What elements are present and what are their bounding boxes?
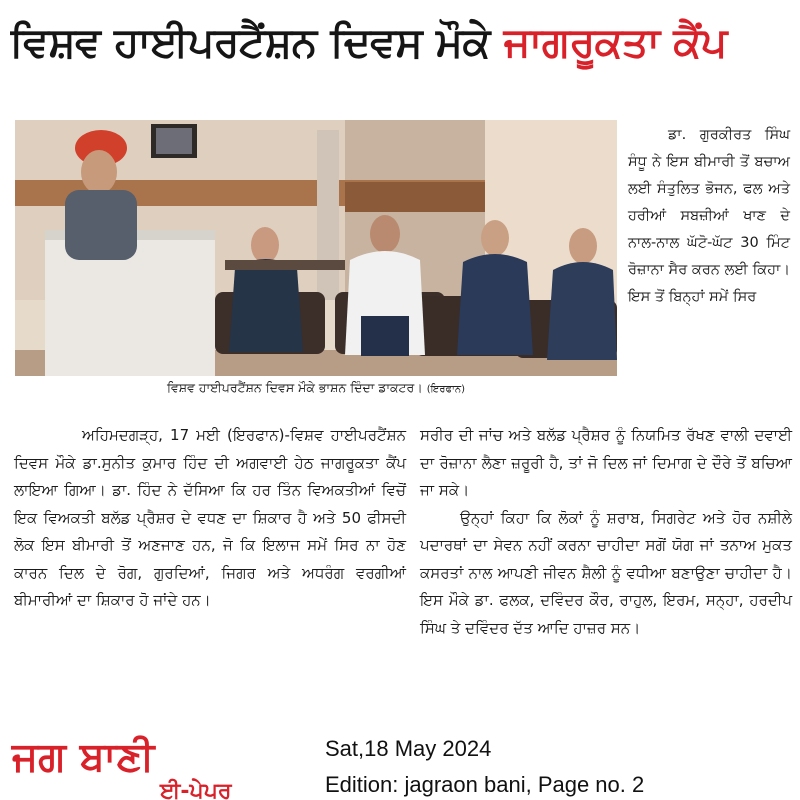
jagbani-logo: [10, 728, 300, 800]
logo-title: ਜਗ ਬਾਣੀ: [12, 734, 155, 780]
photo-caption: [15, 380, 617, 402]
photo-illustration: [15, 120, 617, 376]
article-right-column: ਡਾ. ਗੁਰਕੀਰਤ ਸਿੰਘ ਸੰਧੂ ਨੇ ਇਸ ਬੀਮਾਰੀ ਤੋਂ ਬਚਾਅ ਲਈ ਸੰਤੁਲਿਤ ਭੋਜਨ, ਫਲ ਅਤੇ ਹਰੀਆਂ ਸਬਜ਼ੀਆਂ ਖਾਣ ਦੇ ਨਾਲ-ਨਾਲ ਘੱਟੋ-ਘੱਟ 30 ਮਿੰਟ ਰੋਜ਼ਾਨਾ ਸੈਰ ਕਰਨ ਲਈ ਕਿਹਾ। ਇਸ ਤੋਂ ਬਿਨ੍ਹਾਂ ਸਮੇਂ ਸਿਰ: [628, 127, 790, 305]
news-photo: [15, 120, 617, 376]
article-left-column: ਅਹਿਮਦਗੜ੍ਹ, 17 ਮਈ (ਇਰਫਾਨ)-ਵਿਸ਼ਵ ਹਾਈਪਰਟੈਂਸ਼ਨ ਦਿਵਸ ਮੌਕੇ ਡਾ.ਸੁਨੀਤ ਕੁਮਾਰ ਹਿੰਦ ਦੀ ਅਗਵਾਈ ਹੇਠ ਜਾਗਰੂਕਤਾ ਕੈਂਪ ਲਾਇਆ ਗਿਆ। ਡਾ. ਹਿੰਦ ਨੇ ਦੱਸਿਆ ਕਿ ਹਰ ਤਿੰਨ ਵਿਅਕਤੀਆਂ ਵਿਚੋਂ ਇਕ ਵਿਅਕਤੀ ਬਲੱਡ ਪ੍ਰੈਸ਼ਰ ਦੇ ਵਧਣ ਦਾ ਸ਼ਿਕਾਰ ਹੈ ਅਤੇ 50 ਫੀਸਦੀ ਲੋਕ ਇਸ ਬੀਮਾਰੀ ਤੋਂ ਅਣਜਾਣ ਹਨ, ਜੋ ਕਿ ਇਲਾਜ ਸਮੇਂ ਸਿਰ ਨਾ ਹੋਣ ਕਾਰਨ ਦਿਲ ਦੇ ਰੋਗ, ਗੁਰਦਿਆਂ, ਜਿਗਰ ਅਤੇ ਅਧਰੰਗ ਵਰਗੀਆਂ ਬੀਮਾਰੀਆਂ ਦਾ ਸ਼ਿਕਾਰ ਹੋ ਜਾਂਦੇ ਹਨ।: [14, 426, 406, 609]
footer: [0, 722, 800, 800]
headline-accent: ਜਾਗਰੂਕਤਾ ਕੈਂਪ: [503, 18, 727, 66]
caption-credit: (ਇਰਫਾਨ): [426, 384, 466, 395]
headline-main: ਵਿਸ਼ਵ ਹਾਈਪਰਟੈਂਸ਼ਨ ਦਿਵਸ ਮੌਕੇ: [10, 18, 504, 66]
article-right-continuation: [420, 422, 792, 642]
edition-info: Edition: jagraon bani, Page no. 2: [325, 772, 645, 797]
caption-text: ਵਿਸ਼ਵ ਹਾਈਪਰਟੈਂਸ਼ਨ ਦਿਵਸ ਮੌਕੇ ਭਾਸ਼ਨ ਦਿੰਦਾ ਡਾਕਟਰ।: [166, 380, 423, 395]
headline: [10, 18, 795, 88]
publication-date: Sat,18 May 2024: [325, 736, 492, 761]
article-paragraph-2: ਉਨ੍ਹਾਂ ਕਿਹਾ ਕਿ ਲੋਕਾਂ ਨੂੰ ਸ਼ਰਾਬ, ਸਿਗਰੇਟ ਅਤੇ ਹੋਰ ਨਸ਼ੀਲੇ ਪਦਾਰਥਾਂ ਦਾ ਸੇਵਨ ਨਹੀਂ ਕਰਨਾ ਚਾਹੀਦਾ ਸਗੋਂ ਯੋਗ ਜਾਂ ਤਨਾਅ ਮੁਕਤ ਕਸਰਤਾਂ ਨਾਲ ਆਪਣੀ ਜੀਵਨ ਸ਼ੈਲੀ ਨੂੰ ਵਧੀਆ ਬਣਾਉਣਾ ਚਾਹੀਦਾ ਹੈ। ਇਸ ਮੌਕੇ ਡਾ. ਫਲਕ, ਦਵਿੰਦਰ ਕੌਰ, ਰਾਹੁਲ, ਇਰਮ, ਸਨ੍ਹਾ, ਹਰਦੀਪ ਸਿੰਘ ਤੇ ਦਵਿੰਦਰ ਦੱਤ ਆਦਿ ਹਾਜ਼ਰ ਸਨ।: [420, 508, 792, 637]
article-paragraph-1: ਸਰੀਰ ਦੀ ਜਾਂਚ ਅਤੇ ਬਲੱਡ ਪ੍ਰੈਸ਼ਰ ਨੂੰ ਨਿਯਮਿਤ ਰੱਖਣ ਵਾਲੀ ਦਵਾਈ ਦਾ ਰੋਜ਼ਾਨਾ ਲੈਣਾ ਜ਼ਰੂਰੀ ਹੈ, ਤਾਂ ਜੋ ਦਿਲ ਜਾਂ ਦਿਮਾਗ ਦੇ ਦੌਰੇ ਤੋਂ ਬਚਿਆ ਜਾ ਸਕੇ।: [420, 426, 792, 499]
logo-subtitle: ਈ-ਪੇਪਰ: [160, 779, 232, 800]
